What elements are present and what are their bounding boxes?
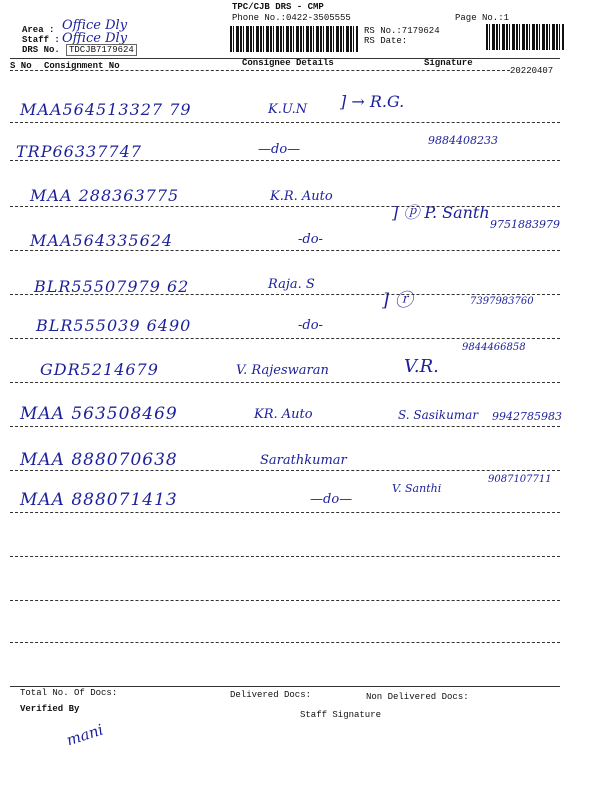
row-rule: [10, 160, 560, 161]
signature-5-phone: 9942785983: [492, 410, 562, 423]
row-2-consignee: —do—: [258, 142, 301, 157]
col-date: 20220407: [510, 66, 554, 76]
row-8-consignment: MAA 563508469: [20, 404, 178, 424]
rs-date: RS Date:: [364, 36, 408, 46]
row-rule: [10, 250, 560, 251]
row-3-consignment: MAA 288363775: [30, 186, 180, 205]
signature-3: ] ⓡ: [382, 290, 413, 311]
col-signature: Signature: [424, 58, 473, 68]
row-rule: [10, 122, 560, 123]
row-rule: [10, 600, 560, 601]
drs-label: DRS No.: [22, 45, 60, 55]
row-rule: [10, 470, 560, 471]
signature-2: ] ⓟ P. Santh: [392, 203, 490, 222]
staff-value: Office Dly: [62, 31, 128, 46]
drs-value: TDCJB7179624: [66, 44, 137, 56]
rs-number: RS No.:7179624: [364, 26, 440, 36]
signature-6-phone: 9087107711: [488, 474, 552, 485]
rs-barcode: [486, 24, 564, 50]
page-number: Page No.:1: [455, 13, 510, 23]
row-5-consignee: Raja. S: [268, 277, 315, 292]
row-1-consignee: K.U.N: [268, 102, 308, 117]
row-5-consignment: BLR55507979 62: [34, 277, 190, 296]
row-10-consignee: —do—: [310, 492, 353, 507]
row-8-consignee: KR. Auto: [254, 407, 313, 422]
row-7-consignment: GDR5214679: [40, 360, 159, 379]
col-sno: S No: [10, 61, 32, 71]
row-10-consignment: MAA 888071413: [20, 490, 178, 510]
footer-top-rule: [10, 686, 560, 687]
row-9-consignment: MAA 888070638: [20, 450, 178, 470]
row-9-consignee: Sarathkumar: [260, 453, 347, 468]
drs-barcode: [230, 26, 358, 52]
signature-2-phone: 9751883979: [490, 218, 560, 231]
signature-4-phone: 9844466858: [462, 342, 526, 353]
signature-3-phone: 7397983760: [470, 296, 534, 307]
verified-by-signature: mani: [64, 720, 106, 750]
row-1-consignment: MAA564513327 79: [20, 100, 192, 119]
signature-1: ] → R.G.: [340, 92, 405, 111]
phone-number: Phone No.:0422-3505555: [232, 13, 351, 23]
row-3-consignee: K.R. Auto: [270, 189, 333, 204]
row-rule: [10, 382, 560, 383]
area-value: Office Dly: [62, 18, 128, 33]
row-7-consignee: V. Rajeswaran: [236, 363, 329, 378]
row-4-consignee: -do-: [298, 232, 323, 247]
row-rule: [10, 556, 560, 557]
total-docs-label: Total No. Of Docs:: [20, 688, 118, 698]
signature-1-phone: 9884408233: [428, 134, 498, 147]
signature-4: V.R.: [404, 356, 439, 377]
row-rule: [10, 426, 560, 427]
row-6-consignee: -do-: [298, 318, 323, 333]
row-rule: [10, 512, 560, 513]
col-consignee: Consignee Details: [242, 58, 334, 68]
row-2-consignment: TRP66337747: [16, 142, 142, 161]
document-title: TPC/CJB DRS - CMP: [232, 2, 324, 12]
signature-5: S. Sasikumar: [398, 408, 479, 422]
row-rule: [10, 338, 560, 339]
col-consignment: Consignment No: [44, 61, 120, 71]
area-label: Area :: [22, 25, 55, 35]
staff-label: Staff :: [22, 35, 60, 45]
staff-signature-label: Staff Signature: [300, 710, 382, 720]
delivered-docs-label: Delivered Docs:: [230, 690, 312, 700]
header-bottom-rule: [10, 70, 510, 71]
row-rule: [10, 294, 560, 295]
verified-by-label: Verified By: [20, 704, 80, 714]
non-delivered-docs-label: Non Delivered Docs:: [366, 692, 469, 702]
row-rule: [10, 642, 560, 643]
row-4-consignment: MAA564335624: [30, 231, 174, 250]
signature-6: V. Santhi: [392, 482, 442, 495]
row-6-consignment: BLR555039 6490: [36, 316, 192, 335]
